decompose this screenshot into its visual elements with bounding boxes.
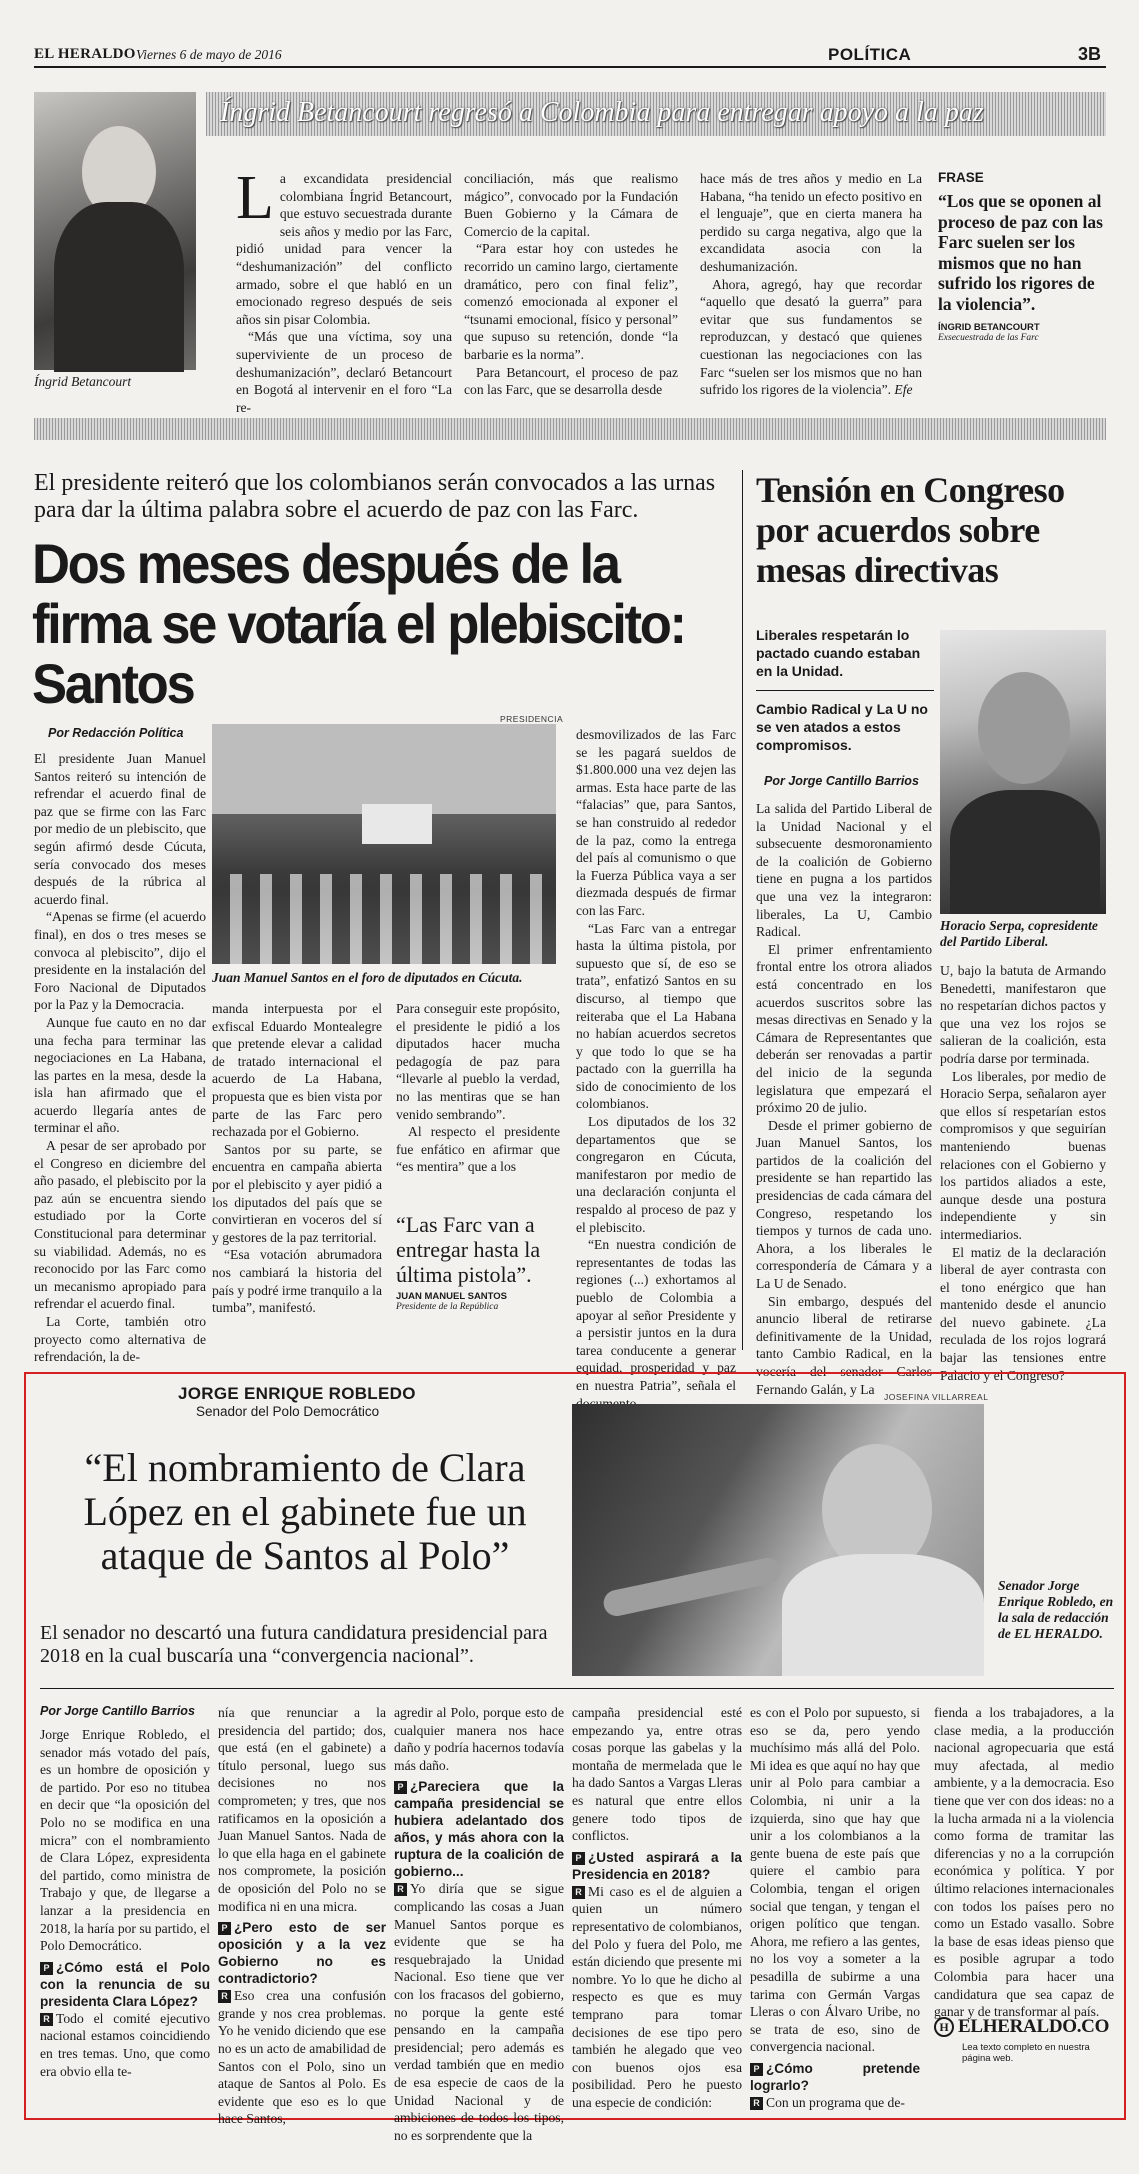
masthead-date: Viernes 6 de mayo de 2016 bbox=[136, 47, 282, 62]
robledo-name: JORGE ENRIQUE ROBLEDO bbox=[178, 1384, 416, 1403]
congreso-paragraph: Desde el primer gobierno de Juan Manuel Santos, los partidos de la coalición del presidente se han repartido las presidencias de cada cámara del Congreso, respetando los tiempos y turnos de cada uno. Ahora, a los liberales le correspondería de Cámara y a La U de Senado. bbox=[756, 1117, 932, 1292]
robledo-kicker-rule bbox=[40, 1688, 1114, 1689]
question-marker: P bbox=[218, 1922, 231, 1935]
santos-paragraph: La Corte, también otro proyecto como alternativa de refrendación, la de- bbox=[34, 1314, 206, 1365]
frase-box bbox=[938, 170, 1106, 392]
subhead-rule bbox=[756, 690, 934, 691]
robledo-col-2 bbox=[218, 1704, 386, 2127]
congreso-paragraph: Sin embargo, después del anuncio liberal de retirarse definitivamente de la Unidad, tanto Cambio Radical, en la vocería del senador Carlos Fernando Galán, y La bbox=[756, 1293, 932, 1397]
answer-marker: R bbox=[750, 2097, 763, 2110]
interview-answer: agredir al Polo, porque esto de cualquier manera nos hace daño y podría hacernos todavía más daño. bbox=[394, 1705, 564, 1773]
section-separator bbox=[34, 418, 1106, 440]
pull-quote-role: Presidente de la República bbox=[396, 1302, 499, 1312]
interview-answer: nía que renunciar a la presidencia del partido; dos, que está (en el gabinete) a título personal, luego sus decisiones no nos comprometen; y tres, que nos ratificamos en la oposición a Juan Manuel Santos. Nada de lo que ella haga en el gabinete nos compromete, la posición de oposición del Polo no se modifica ni en una micra. bbox=[218, 1705, 386, 1914]
betancourt-paragraph-text: Ahora, agregó, hay que recordar “aquello que desató la guerra” para evitar que sus fundamentos se reproduzcan, y destacó que quienes cuestionan las negociaciones con las Farc “suelen ser los mismos que no han sufrido los rigores de la violencia”. bbox=[700, 276, 922, 398]
question-text: ¿Pero esto de ser oposición y a la vez Gobierno no es contradictorio? bbox=[218, 1920, 386, 1987]
robledo-col-6 bbox=[934, 1704, 1114, 2020]
answer-text: Mi caso es el de alguien a quien un número representativo de colombianos, del Polo y fuera del Polo, me están diciendo que presente mi nombre. Yo lo que he dicho al respecto es que es muy temprano para tomar decisiones de ese tipo pero también he alegado que veo con buenos ojos esa posibilidad. Pero he puesto una especie de condición: bbox=[572, 1883, 742, 2110]
robledo-col-3 bbox=[394, 1704, 564, 2143]
interview-answer bbox=[394, 1880, 564, 2144]
betancourt-paragraph: Para Betancourt, el proceso de paz con las Farc, que se desarrolla desde bbox=[464, 364, 678, 398]
question-marker: P bbox=[394, 1781, 407, 1794]
congreso-subhead-1: Liberales respetarán lo pactado cuando estaban en la Unidad. bbox=[756, 627, 921, 679]
congreso-paragraph: El primer enfrentamiento frontal entre los otrora aliados está concentrado en los acuerdos suscritos sobre las mesas directivas en Senado y la Cámara de Representantes que deberán ser renovadas a partir del inicio de la segunda legislatura que empezará el próximo 20 de julio. bbox=[756, 941, 932, 1116]
santos-paragraph: El presidente Juan Manuel Santos reiteró su intención de refrendar el acuerdo final de paz que se firme con las Farc por medio de un plebiscito, que según afirmó desde Cúcuta, sería convocado dos meses después de la rúbrica al acuerdo final. bbox=[34, 751, 206, 907]
interview-question bbox=[394, 1778, 564, 1880]
santos-paragraph: Aunque fue cauto en no dar una fecha para terminar las negociaciones en La Habana, las partes en la mesa, desde la isla han afirmado que el acuerdo llegaría antes de terminar el año. bbox=[34, 1014, 206, 1136]
answer-text: Todo el comité ejecutivo nacional estamos coincidiendo en tres temas. Uno, que como era obvio ella te- bbox=[40, 2010, 210, 2079]
question-text: ¿Cómo está el Polo con la renuncia de su presidenta Clara López? bbox=[40, 1959, 210, 2009]
betancourt-headline: Íngrid Betancourt regresó a Colombia para entregar apoyo a la paz bbox=[220, 97, 984, 128]
footer-logo-text: ELHERALDO.CO bbox=[958, 2016, 1110, 2037]
betancourt-col-1 bbox=[236, 164, 452, 415]
santos-col-1 bbox=[34, 750, 206, 1365]
santos-paragraph: A pesar de ser aprobado por el Congreso en diciembre del año pasado, el plebiscito por la paz aún se encuentra siendo estudiado por la Corte Constitucional para determinar su viabilidad. Además, no es reconocido por las Farc como un mecanismo apropiado para refrendar el acuerdo final. bbox=[34, 1138, 206, 1312]
betancourt-headline-bar bbox=[206, 92, 1106, 136]
robledo-byline: Por Jorge Cantillo Barrios bbox=[40, 1704, 195, 1718]
question-marker: P bbox=[750, 2063, 763, 2076]
betancourt-paragraph bbox=[700, 276, 922, 399]
santos-col-3 bbox=[396, 1000, 560, 1190]
betancourt-paragraph: “Para estar hoy con ustedes he recorrido un camino largo, ciertamente dramático, pero con final feliz”, comenzó emocionada al exponer el “tsunami emocional, físico y personal” que supuso su retención, donde “la barbarie es la norma”. bbox=[464, 241, 678, 362]
santos-paragraph: Al respecto el presidente fue enfático en afirmar que “es mentira” que a los bbox=[396, 1124, 560, 1175]
betancourt-paragraph: a excandidata presidencial colombiana Íngrid Betancourt, que estuvo secuestrada durante seis años y medio por las Farc, pidió unidad para vencer la “deshumanización” del conflicto armado, sobre el que habló en un emocionado regreso después de seis años sin pisar Colombia. bbox=[236, 171, 452, 327]
robledo-role: Senador del Polo Democrático bbox=[196, 1404, 380, 1419]
robledo-kicker: El senador no descartó una futura candidatura presidencial para 2018 en la cual buscaría una “convergencia nacional”. bbox=[40, 1622, 548, 1667]
betancourt-paragraph: hace más de tres años y medio en La Habana, “ha tenido un efecto positivo en el lenguaje”, que en cierta manera ha perdido su carga negativa, algo que la excandidata asocia con la deshumanización. bbox=[700, 171, 922, 274]
santos-paragraph: “En nuestra condición de representantes de todas las regiones (...) exhortamos al pueblo de Colombia a apoyar al señor Presidente y a persistir juntos en la dura tarea conducente a generar equidad, prosperidad y paz en nuestra Patria”, señala el bbox=[576, 1237, 736, 1393]
santos-paragraph: Para conseguir este propósito, el presidente le pidió a los diputados hacer mucha pedagogía de paz para “llevarle al pueblo la verdad, no las mentiras que se han venido sembrando”. bbox=[396, 1001, 560, 1122]
santos-byline: Por Redacción Política bbox=[48, 726, 184, 740]
santos-kicker: El presidente reiteró que los colombianos serán convocados a las urnas para dar la última palabra sobre el acuerdo de paz con las Farc. bbox=[34, 470, 716, 523]
betancourt-paragraph: conciliación, más que realismo mágico”, convocado por la Fundación Buen Gobierno y la Cámara de Comercio de la capital. bbox=[464, 171, 678, 239]
congreso-col-2 bbox=[940, 962, 1106, 1383]
footer-note: Lea texto completo en nuestra página web. bbox=[962, 2042, 1090, 2064]
pull-quote-text: “Las Farc van a entregar hasta la última pistola”. bbox=[396, 1212, 541, 1287]
interview-question bbox=[750, 2060, 920, 2094]
santos-photo-credit: PRESIDENCIA bbox=[500, 714, 564, 724]
question-text: ¿Cómo pretende lograrlo? bbox=[750, 2060, 920, 2093]
answer-marker: R bbox=[218, 1990, 231, 2003]
betancourt-col-3 bbox=[700, 170, 922, 398]
interview-answer bbox=[218, 1987, 386, 2128]
frase-quote: “Los que se oponen al proceso de paz con las Farc suelen ser los mismos que no han sufrido los rigores de la violencia”. bbox=[938, 191, 1103, 314]
header-rule bbox=[34, 66, 1106, 68]
betancourt-col-2 bbox=[464, 170, 678, 398]
santos-headline: Dos meses después de la firma se votaría el plebiscito: Santos bbox=[32, 532, 685, 715]
congreso-byline: Por Jorge Cantillo Barrios bbox=[764, 774, 919, 788]
santos-photo-caption: Juan Manuel Santos en el foro de diputados en Cúcuta. bbox=[212, 970, 523, 985]
answer-text: Yo diría que se sigue complicando las cosas a Juan Manuel Santos porque es evidente que se ha resquebrajado la Unidad Nacional. Eso tiene que ver con los fracasos del gobierno, no porque la gente esté pensando en la campaña presidencial; pero además es verdad también que en medio de esa especie de caos de la Unidad Nacional y de ambiciones de todos los tipos, no es sorprendente que la bbox=[394, 1881, 564, 2143]
interview-question bbox=[218, 1919, 386, 1987]
agency-sign: Efe bbox=[894, 382, 913, 398]
answer-marker: R bbox=[394, 1883, 407, 1896]
question-text: ¿Usted aspirará a la Presidencia en 2018? bbox=[572, 1849, 742, 1882]
masthead-paper: EL HERALDO bbox=[34, 46, 136, 62]
answer-marker: R bbox=[40, 2013, 53, 2026]
drop-cap: L bbox=[236, 164, 274, 232]
robledo-headline: “El nombramiento de Clara López en el gabinete fue un ataque de Santos al Polo” bbox=[83, 1445, 527, 1578]
interview-answer: campaña presidencial esté empezando ya, entre otras cosas porque las gabelas y la montaña de mermelada que le ha dado Santos a Vargas Lleras es natural que entre ellos genere todo tipos de conflictos. bbox=[572, 1705, 742, 1844]
robledo-intro: Jorge Enrique Robledo, el senador más votado del país, es un hombre de oposición y de partido. Por eso no titubea en decir que “la oposición del Polo no se modifica en una micra” con el nombramiento de Clara López, expresidenta del partido, como ministra de Trabajo y que, de llegarse a lanzar a la presidencia en 2018, la haría por su partido, el Polo Democrático. bbox=[40, 1727, 210, 1954]
santos-col-4 bbox=[576, 726, 736, 1393]
santos-paragraph: desmovilizados de las Farc se les pagará sueldos de $1.800.000 una vez dejen las armas. Esta hace parte de las “falacias” que, para Santos, se han construido al rededor de la paz, como la entrega del país al comunismo o que la Fuerza Pública vaya a ser diezmada después de firmar con las Farc. bbox=[576, 727, 736, 918]
santos-photo bbox=[212, 724, 556, 964]
santos-pull-quote bbox=[396, 1212, 560, 1312]
frase-role: Exsecuestrada de las Farc bbox=[938, 333, 1039, 343]
question-text: ¿Pareciera que la campaña presidencial se hubiera adelantado dos años, y más ahora con la ruptura de la coalición de gobierno... bbox=[394, 1779, 564, 1880]
betancourt-paragraph: “Más que una víctima, soy una superviviente de un proceso de deshumanización”, declaró Betancourt en Bogotá al intervenir en el foro “La re- bbox=[236, 329, 452, 415]
santos-paragraph: “Apenas se firme (el acuerdo final), en dos o tres meses se convoca al plebiscito”, dijo el presidente en la instalación del Foro Nacional de Diputados por la Paz y la Democracia. bbox=[34, 909, 206, 1013]
question-marker: P bbox=[40, 1962, 53, 1975]
answer-text: Con un programa que de- bbox=[766, 2094, 905, 2110]
section-label: POLÍTICA bbox=[828, 45, 912, 64]
interview-answer bbox=[40, 2010, 210, 2080]
robledo-col-4 bbox=[572, 1704, 742, 2110]
question-marker: P bbox=[572, 1852, 585, 1865]
interview-question bbox=[40, 1959, 210, 2010]
congreso-headline: Tensión en Congreso por acuerdos sobre mesas directivas bbox=[756, 470, 1065, 590]
betancourt-photo bbox=[34, 92, 196, 370]
interview-answer: es con el Polo por supuesto, si eso se da, pero yendo muchísimo más allá del Polo. Mi idea es que aquí no hay que unir al Polo para cambiar a Colombia, ni unir a la izquierda, sino que hay que unir a los colombianos a la gente buena de este país que quiere el cambio para Colombia, tengan el origen social que tengan, y tengan el origen político que tengan. Ahora, me refiero a las gentes, no los voy a someter a la pesadilla de subirme a una tarima con Germán Vargas Lleras o con Álvaro Uribe, no se trata de eso, sino de convergencia nacional. bbox=[750, 1705, 920, 2055]
congreso-col-1 bbox=[756, 800, 932, 1397]
congreso-paragraph: El matiz de la declaración liberal de ayer contrasta con el tono enérgico que han mantenido desde el anuncio del nuevo gabinete. ¿La reculada de los rojos logrará bajar las tensiones entre Palacio y el Congreso? bbox=[940, 1244, 1106, 1383]
santos-paragraph: “Las Farc van a entregar hasta la última pistola, por supuesto que sí, de eso se trata”, enfatizó Santos en su discurso, al tiempo que reiteraba que el La Habana no habían acuerdos secretos y que todo lo que se ha pactado con la guerrilla ha sido de conocimiento de los colombianos. bbox=[576, 920, 736, 1112]
serpa-photo bbox=[940, 630, 1106, 914]
answer-marker: R bbox=[572, 1886, 585, 1899]
santos-col-2 bbox=[212, 1000, 382, 1350]
serpa-photo-caption: Horacio Serpa, copresidente del Partido Liberal. bbox=[940, 918, 1098, 949]
congreso-paragraph: La salida del Partido Liberal de la Unidad Nacional y el subsecuente desmoronamiento de la coalición de Gobierno tiene en pugna a los partidos que una vez la integraron: liberales, La U, Cambio Radical. bbox=[756, 801, 932, 940]
interview-answer bbox=[750, 2094, 920, 2112]
robledo-photo-caption: Senador Jorge Enrique Robledo, en la sala de redacción de EL HERALDO. bbox=[998, 1578, 1114, 1641]
heraldo-logo-icon: H bbox=[934, 2017, 954, 2037]
congreso-paragraph: Los liberales, por medio de Horacio Serpa, señalaron ayer que ellos sí respetarían estos compromisos y que seguirían manteniendo buenas relaciones con el Gobierno y los partidos aliados a este, aunque desde una postura independiente y sin intermediarios. bbox=[940, 1068, 1106, 1242]
pull-quote-name: JUAN MANUEL SANTOS bbox=[396, 1291, 508, 1302]
interview-answer bbox=[572, 1883, 742, 2112]
santos-paragraph: Santos por su parte, se encuentra en campaña abierta por el plebiscito y ayer pidió a los diputados del país que se convirtieran en voceros del sí y gestores de la paz territorial. bbox=[212, 1141, 382, 1245]
frase-name: ÍNGRID BETANCOURT bbox=[938, 322, 1040, 333]
column-rule bbox=[742, 470, 743, 1350]
santos-paragraph: “Esa votación abrumadora nos cambiará la historia del país y podré irme tranquilo a la tumba”, manifestó. bbox=[212, 1247, 382, 1316]
interview-answer: fienda a los trabajadores, a la clase media, a la producción nacional agropecuaria que está muy afectada, al medio ambiente, y a la democracia. Eso tiene que ver con dos ideas: no a la lucha armada ni a la violencia como forma de tramitar las diferencias y no a la corrupción económica y política. Y por último relaciones internacionales con todos los países pero no como un Estado vasallo. Sobre la base de esas ideas pienso que es posible agrupar a todo Colombia para hacer una candidatura que sea capaz de ganar y de transformar al país. bbox=[934, 1705, 1114, 2020]
answer-text: Eso crea una confusión grande y nos crea problemas. Yo he venido diciendo que ese no es un acto de amabilidad de Santos con el Polo, sino un ataque de Santos al Polo. Es evidente que eso es lo que hace Santos, bbox=[218, 1988, 386, 2127]
congreso-paragraph: U, bajo la batuta de Armando Benedetti, manifestaron que no respetarían dichos pactos y que una vez los rojos se salieran de la coalición, esta podría darse por terminada. bbox=[940, 963, 1106, 1066]
robledo-col-1 bbox=[40, 1726, 210, 2106]
santos-paragraph: Los diputados de los 32 departamentos que se congregaron en Cúcuta, manifestaron por medio de una declaración conjunta el respaldo al proceso de paz y el plebiscito. bbox=[576, 1114, 736, 1235]
robledo-photo-credit: JOSEFINA VILLARREAL bbox=[884, 1392, 989, 1402]
frase-label: FRASE bbox=[938, 170, 984, 185]
santos-paragraph: manda interpuesta por el exfiscal Eduardo Montealegre que pretende elevar a calidad de tratado internacional el acuerdo de La Habana, propuesta que es bien vista por parte de las Farc pero rechazada por el Gobierno. bbox=[212, 1001, 382, 1140]
robledo-col-5 bbox=[750, 1704, 920, 2110]
interview-question bbox=[572, 1849, 742, 1883]
robledo-photo bbox=[572, 1404, 984, 1676]
betancourt-photo-caption: Íngrid Betancourt bbox=[34, 374, 132, 389]
footer-logo bbox=[934, 2016, 1114, 2038]
congreso-subhead-2: Cambio Radical y La U no se ven atados a estos compromisos. bbox=[756, 701, 928, 753]
page-number: 3B bbox=[1078, 44, 1102, 64]
